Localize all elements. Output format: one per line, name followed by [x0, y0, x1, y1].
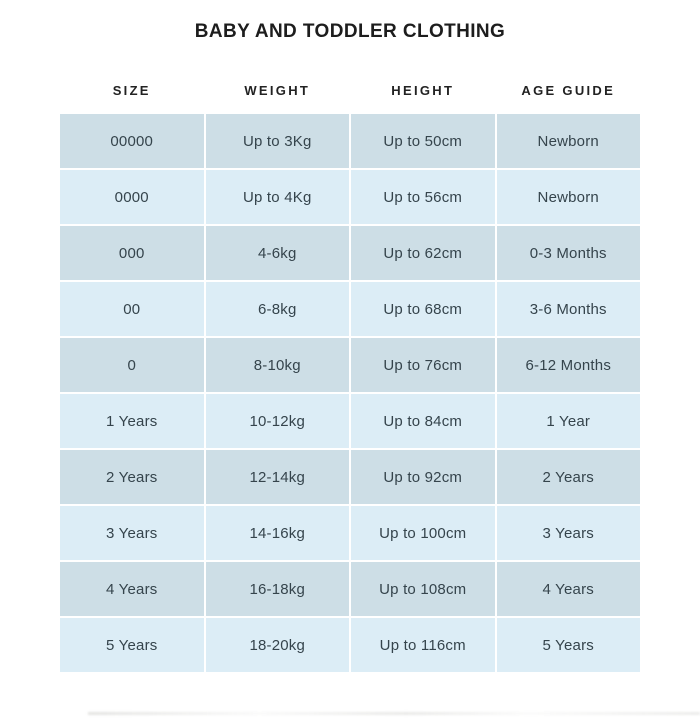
cell-size: 00 [60, 282, 204, 336]
cell-age-guide: 3 Years [497, 506, 641, 560]
cell-weight: Up to 3Kg [206, 114, 350, 168]
cell-size: 2 Years [60, 450, 204, 504]
cell-height: Up to 100cm [351, 506, 495, 560]
cell-age-guide: 6-12 Months [497, 338, 641, 392]
table-row [60, 338, 640, 392]
cell-height: Up to 76cm [351, 338, 495, 392]
cell-age-guide: Newborn [497, 170, 641, 224]
table-row [60, 450, 640, 504]
page-title: BABY AND TODDLER CLOTHING [194, 21, 506, 42]
cell-age-guide: Newborn [497, 114, 641, 168]
cell-height: Up to 108cm [351, 562, 495, 616]
cell-size: 0 [60, 338, 204, 392]
table-body [60, 114, 640, 672]
cell-age-guide: 0-3 Months [497, 226, 641, 280]
table-row [60, 226, 640, 280]
column-header-age-guide: AGE GUIDE [497, 68, 641, 112]
cell-weight: Up to 4Kg [206, 170, 350, 224]
table-row [60, 562, 640, 616]
cell-weight: 16-18kg [206, 562, 350, 616]
cell-height: Up to 50cm [351, 114, 495, 168]
cell-age-guide: 3-6 Months [497, 282, 641, 336]
column-header-size: SIZE [60, 68, 204, 112]
cell-size: 4 Years [60, 562, 204, 616]
table-row [60, 618, 640, 672]
cell-weight: 8-10kg [206, 338, 350, 392]
cell-age-guide: 5 Years [497, 618, 641, 672]
column-header-height: HEIGHT [351, 68, 495, 112]
cell-weight: 4-6kg [206, 226, 350, 280]
size-chart-page [0, 21, 700, 674]
cell-height: Up to 68cm [351, 282, 495, 336]
cell-weight: 10-12kg [206, 394, 350, 448]
bottom-edge-shadow [88, 712, 700, 715]
cell-size: 3 Years [60, 506, 204, 560]
table-row [60, 282, 640, 336]
cell-weight: 6-8kg [206, 282, 350, 336]
cell-age-guide: 2 Years [497, 450, 641, 504]
cell-weight: 18-20kg [206, 618, 350, 672]
cell-height: Up to 56cm [351, 170, 495, 224]
cell-age-guide: 4 Years [497, 562, 641, 616]
header-row [60, 68, 640, 112]
cell-height: Up to 92cm [351, 450, 495, 504]
cell-size: 00000 [60, 114, 204, 168]
cell-height: Up to 116cm [351, 618, 495, 672]
table-row [60, 114, 640, 168]
column-header-weight: WEIGHT [206, 68, 350, 112]
cell-size: 0000 [60, 170, 204, 224]
cell-height: Up to 84cm [351, 394, 495, 448]
cell-weight: 14-16kg [206, 506, 350, 560]
cell-weight: 12-14kg [206, 450, 350, 504]
table-row [60, 394, 640, 448]
cell-height: Up to 62cm [351, 226, 495, 280]
table-header [60, 68, 640, 112]
table-row [60, 170, 640, 224]
cell-size: 000 [60, 226, 204, 280]
cell-size: 5 Years [60, 618, 204, 672]
size-chart-table [58, 66, 642, 674]
table-row [60, 506, 640, 560]
cell-size: 1 Years [60, 394, 204, 448]
cell-age-guide: 1 Year [497, 394, 641, 448]
